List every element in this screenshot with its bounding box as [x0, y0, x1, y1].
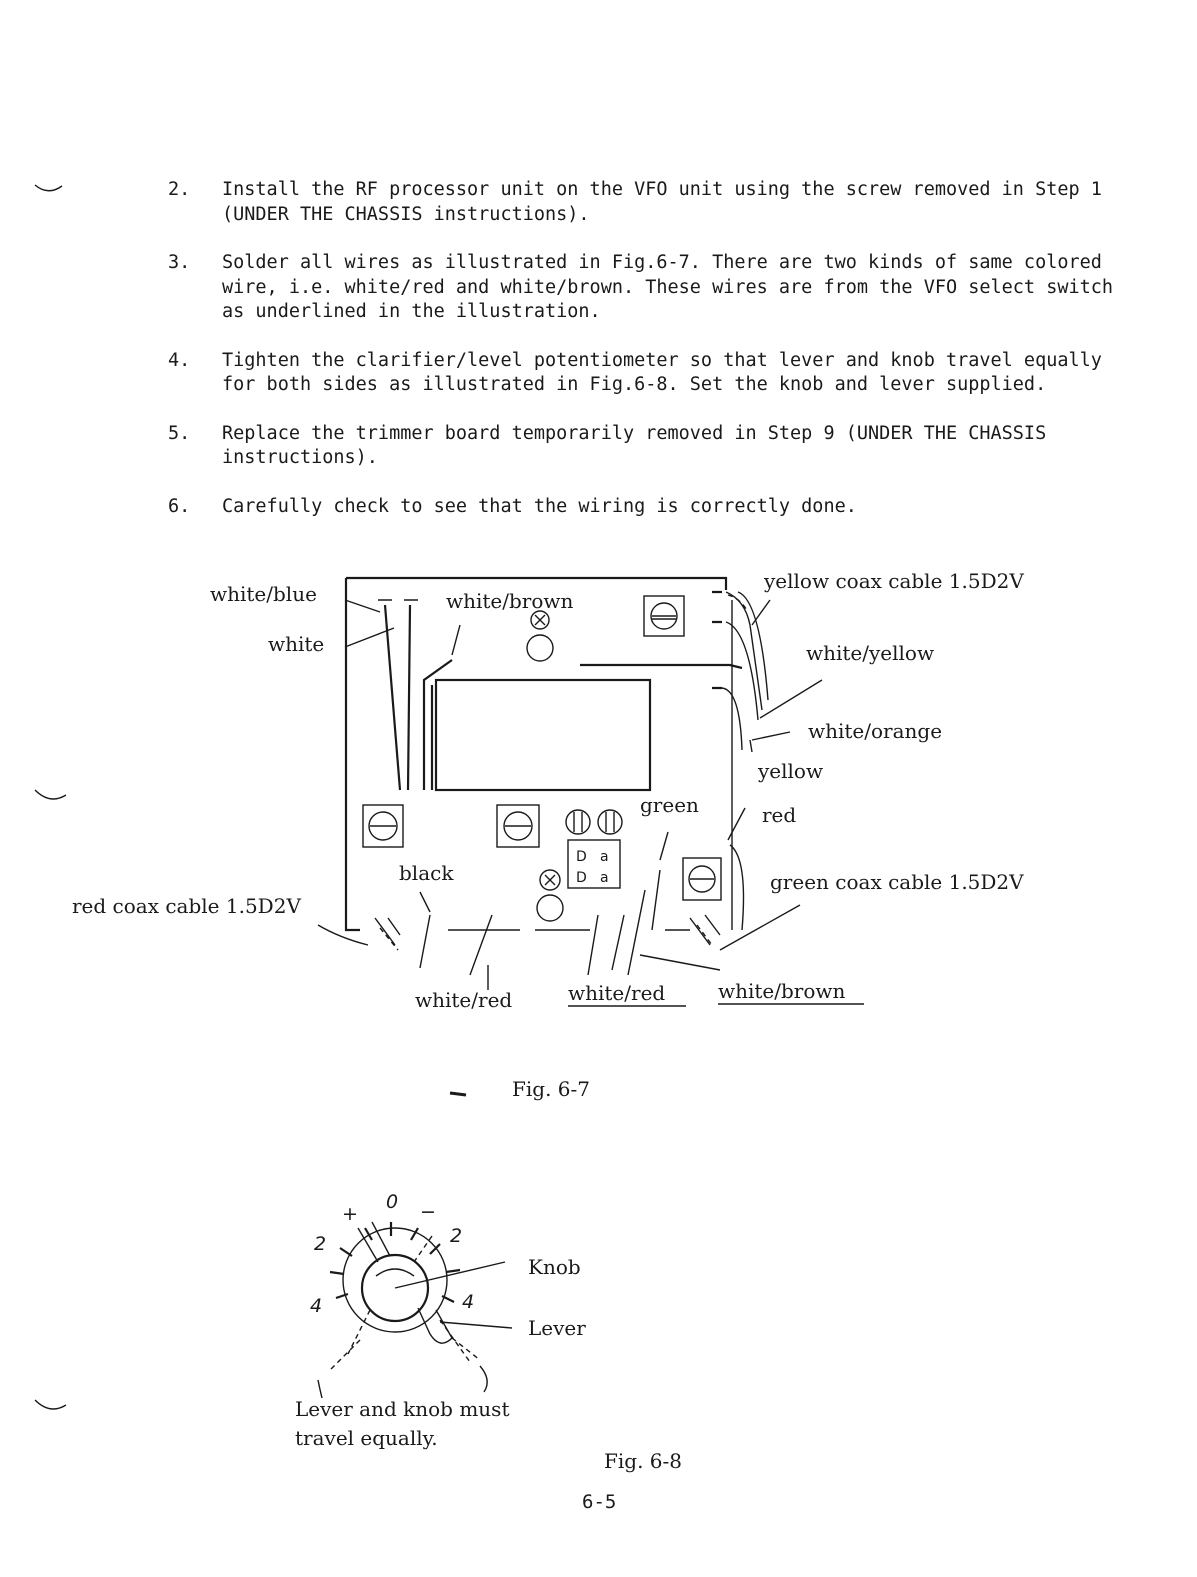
label-yellow: yellow [758, 759, 824, 783]
travel-arrow-left [318, 1380, 322, 1398]
label-yellow-coax: yellow coax cable 1.5D2V [764, 569, 1024, 593]
step-number: 2. [168, 179, 191, 200]
wire-white-yellow [726, 622, 758, 720]
label-white: white [268, 632, 325, 656]
label-red: red [762, 803, 797, 827]
fig-6-7-diagram [72, 569, 1024, 1095]
wire-white-red-1 [470, 915, 492, 975]
label-white-brown-bottom: white/brown [718, 979, 846, 1003]
right-terminals [712, 592, 722, 688]
diode-a2: a [600, 870, 609, 886]
scale-plus: + [342, 1203, 358, 1225]
rotation-arrow [376, 1269, 414, 1276]
wire-stub [750, 740, 752, 752]
wire-white-yellow-internal [580, 665, 742, 668]
display-window [436, 680, 650, 790]
step-number: 6. [168, 495, 191, 517]
leader-green [660, 832, 668, 860]
leader-white-yellow [760, 680, 822, 718]
scale-zero: 0 [386, 1191, 399, 1213]
step-text: Tighten the clarifier/level potentiometer so that lever and knob travel equally for both sides as illustrated in Fig.6-8. Set the knob and lever supplied. [222, 349, 1102, 395]
step-text: Carefully check to see that the wiring is correctly done. [222, 495, 857, 517]
scale-right-4: 4 [462, 1291, 475, 1313]
wire-red-coax [375, 918, 400, 945]
pot-icon [598, 810, 622, 834]
hole-icon [527, 635, 553, 661]
wire-green [652, 870, 660, 930]
binder-mark [35, 1400, 66, 1409]
leader-white-brown-top [452, 625, 460, 655]
step-text: Replace the trimmer board temporarily removed in Step 9 (UNDER THE CHASSIS instructions). [222, 422, 1047, 468]
lever-travel-left [330, 1310, 370, 1370]
wire-white [408, 605, 410, 790]
hole-icon [537, 895, 563, 921]
label-white-orange: white/orange [808, 719, 943, 743]
leader-white-brown [640, 955, 720, 970]
scale-minus: − [420, 1201, 436, 1223]
fig-6-8-caption: Fig. 6-8 [604, 1449, 682, 1473]
coax-braid [380, 928, 398, 950]
leader-red [728, 808, 745, 840]
page-number: 6-5 [582, 1491, 617, 1513]
diode-d1: D [576, 849, 587, 865]
step-number: 5. [168, 422, 191, 444]
tick-4 [336, 1294, 454, 1302]
leader-black [420, 892, 430, 912]
leader-yellow-coax [752, 600, 770, 625]
step-number: 3. [168, 252, 191, 273]
leader-white-blue [345, 600, 380, 612]
travel-arrow-right [480, 1366, 487, 1392]
screw-x-mark [545, 875, 555, 885]
step-number: 4. [168, 349, 191, 371]
label-white-red-2: white/red [568, 981, 666, 1005]
coax-braid [697, 925, 712, 945]
leader-white-orange [752, 732, 790, 740]
lever-right-pos [414, 1236, 432, 1262]
label-green-coax: green coax cable 1.5D2V [770, 870, 1024, 894]
label-green: green [640, 793, 699, 817]
note-line-2: travel equally. [295, 1426, 438, 1450]
binder-mark [35, 790, 66, 799]
label-white-brown-top: white/brown [446, 589, 574, 613]
pot-marks [574, 812, 614, 832]
scale-left-4: 4 [310, 1295, 323, 1317]
diode-d2: D [576, 870, 587, 886]
label-red-coax: red coax cable 1.5D2V [72, 894, 301, 918]
label-white-red-1: white/red [415, 988, 513, 1012]
leader-red-coax [318, 925, 368, 945]
scale-left-2: 2 [314, 1233, 327, 1255]
label-black: black [399, 861, 454, 885]
label-white-blue: white/blue [210, 582, 317, 606]
fig-6-7-caption: Fig. 6-7 [512, 1077, 590, 1101]
wire-white-blue [385, 605, 400, 790]
wire-green-coax [690, 915, 720, 945]
pot-icon [566, 810, 590, 834]
leader-lever [440, 1322, 512, 1328]
scale-right-2: 2 [450, 1225, 463, 1247]
label-white-yellow: white/yellow [806, 641, 935, 665]
wire-white-red-3 [612, 915, 624, 970]
binder-mark [35, 185, 62, 191]
label-lever: Lever [528, 1316, 586, 1340]
wire-black [420, 915, 430, 968]
note-line-1: Lever and knob must [295, 1397, 510, 1421]
trimmer-slot [652, 616, 676, 619]
wire-white-brown-bottom [628, 890, 645, 975]
step-text: Install the RF processor unit on the VFO unit using the screw removed in Step 1 (UNDER THE CHASSIS instructions). [222, 179, 1102, 225]
fig-6-8-diagram [295, 1191, 586, 1450]
step-text: Solder all wires as illustrated in Fig.6-7. There are two kinds of same colored wire, i.e. white/red and white/brown. These wires are from the VFO select switch as underlined in the illustration. [222, 252, 1114, 322]
board-outline-left [346, 578, 360, 930]
screw-x-mark [535, 615, 545, 625]
label-knob: Knob [528, 1255, 581, 1279]
caption-mark [450, 1093, 466, 1095]
diode-a1: a [600, 849, 609, 865]
tick-3 [330, 1270, 460, 1274]
wire-white-red-2 [588, 915, 598, 975]
